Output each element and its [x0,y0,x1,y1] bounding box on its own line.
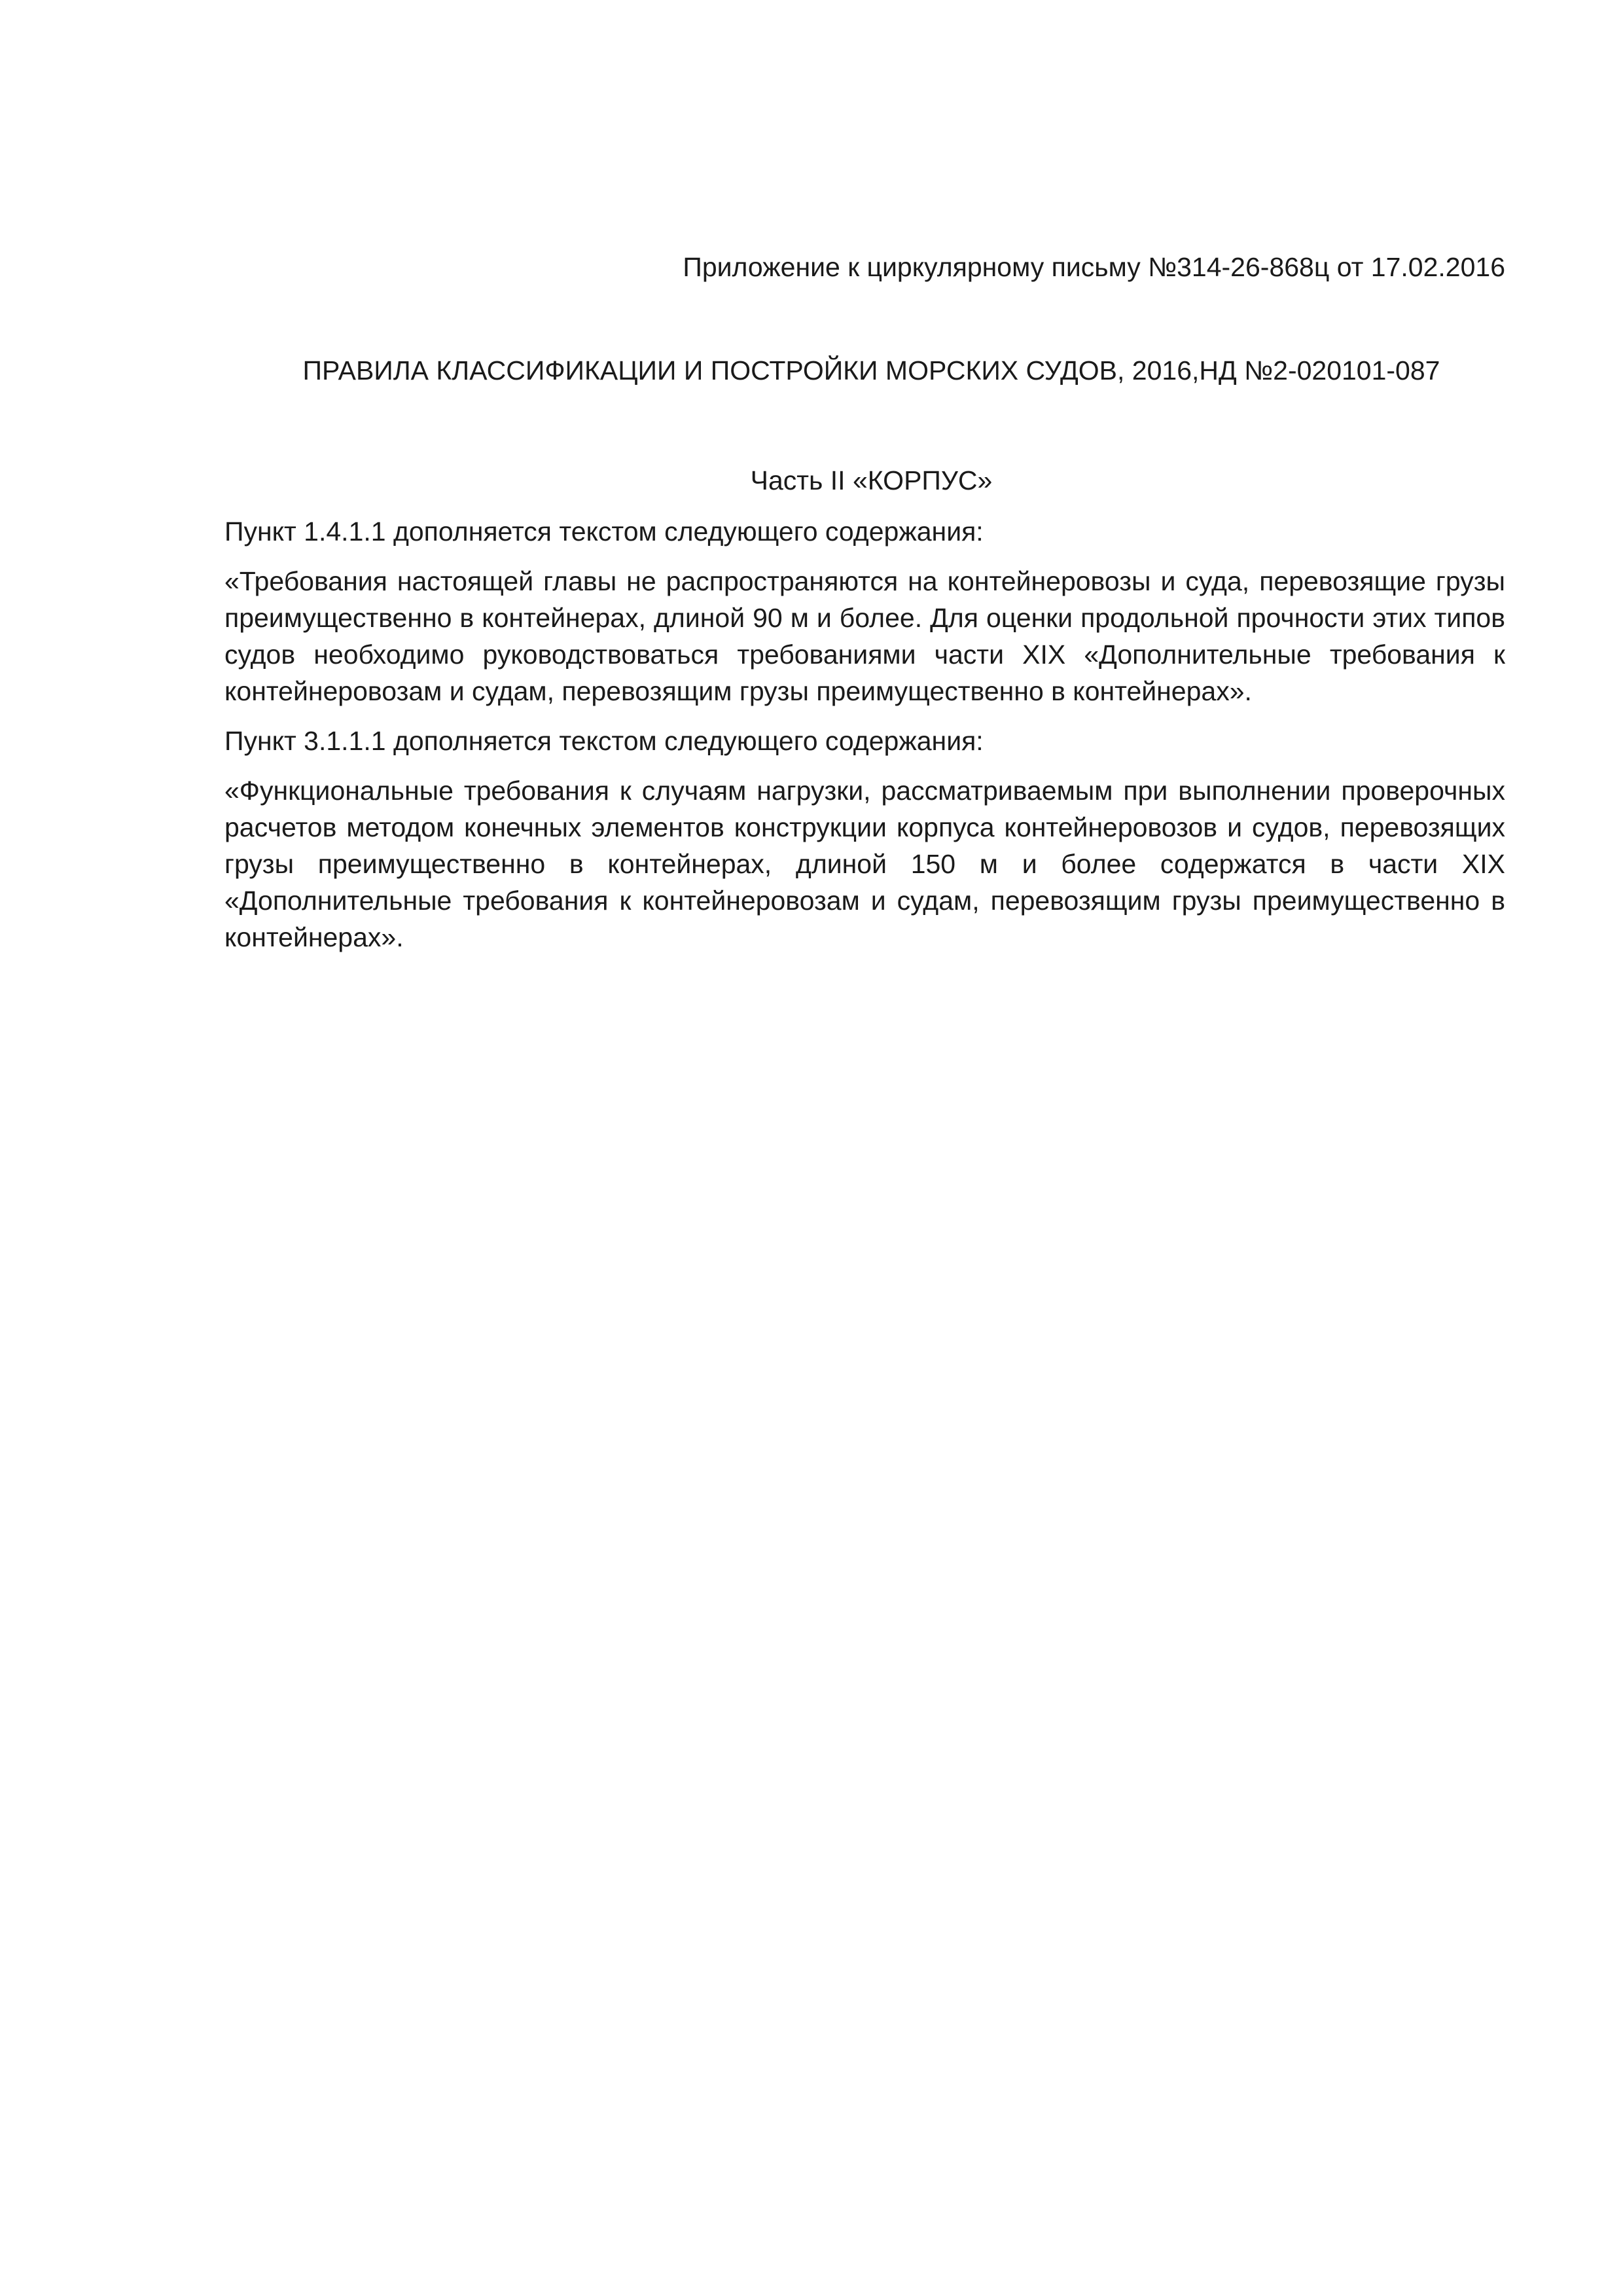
document-body [224,236,1505,956]
section-intro-2: Пункт 3.1.1.1 дополняется текстом следующего содержания: [224,726,984,756]
document-title: ПРАВИЛА КЛАССИФИКАЦИИ И ПОСТРОЙКИ МОРСКИХ СУДОВ, 2016,НД №2-020101-087 [302,355,1440,386]
appendix-note: Приложение к циркулярному письму №314-26-868ц от 17.02.2016 [683,252,1505,282]
part-heading: Часть II «КОРПУС» [750,465,993,495]
section-intro-1: Пункт 1.4.1.1 дополняется текстом следующего содержания: [224,516,984,547]
section-text-2: «Функциональные требования к случаям нагрузки, рассматриваемым при выполнении проверочных расчетов методом конечных элементов конструкции корпуса контейнеровозов и судов, перевозящих грузы преимущественно в контейнерах, длиной 150 м и более содержатся в части XIX «Дополнительные требования к контейнеровозам и судам, перевозящим грузы преимущественно в контейнерах». [224,776,1505,952]
section-text-1: «Требования настоящей главы не распространяются на контейнеровозы и суда, перевозящие грузы преимущественно в контейнерах, длиной 90 м и более. Для оценки продольной прочности этих типов судов необходимо руководствоваться требованиями части XIX «Дополнительные требования к контейнеровозам и судам, перевозящим грузы преимущественно в контейнерах». [224,566,1505,706]
